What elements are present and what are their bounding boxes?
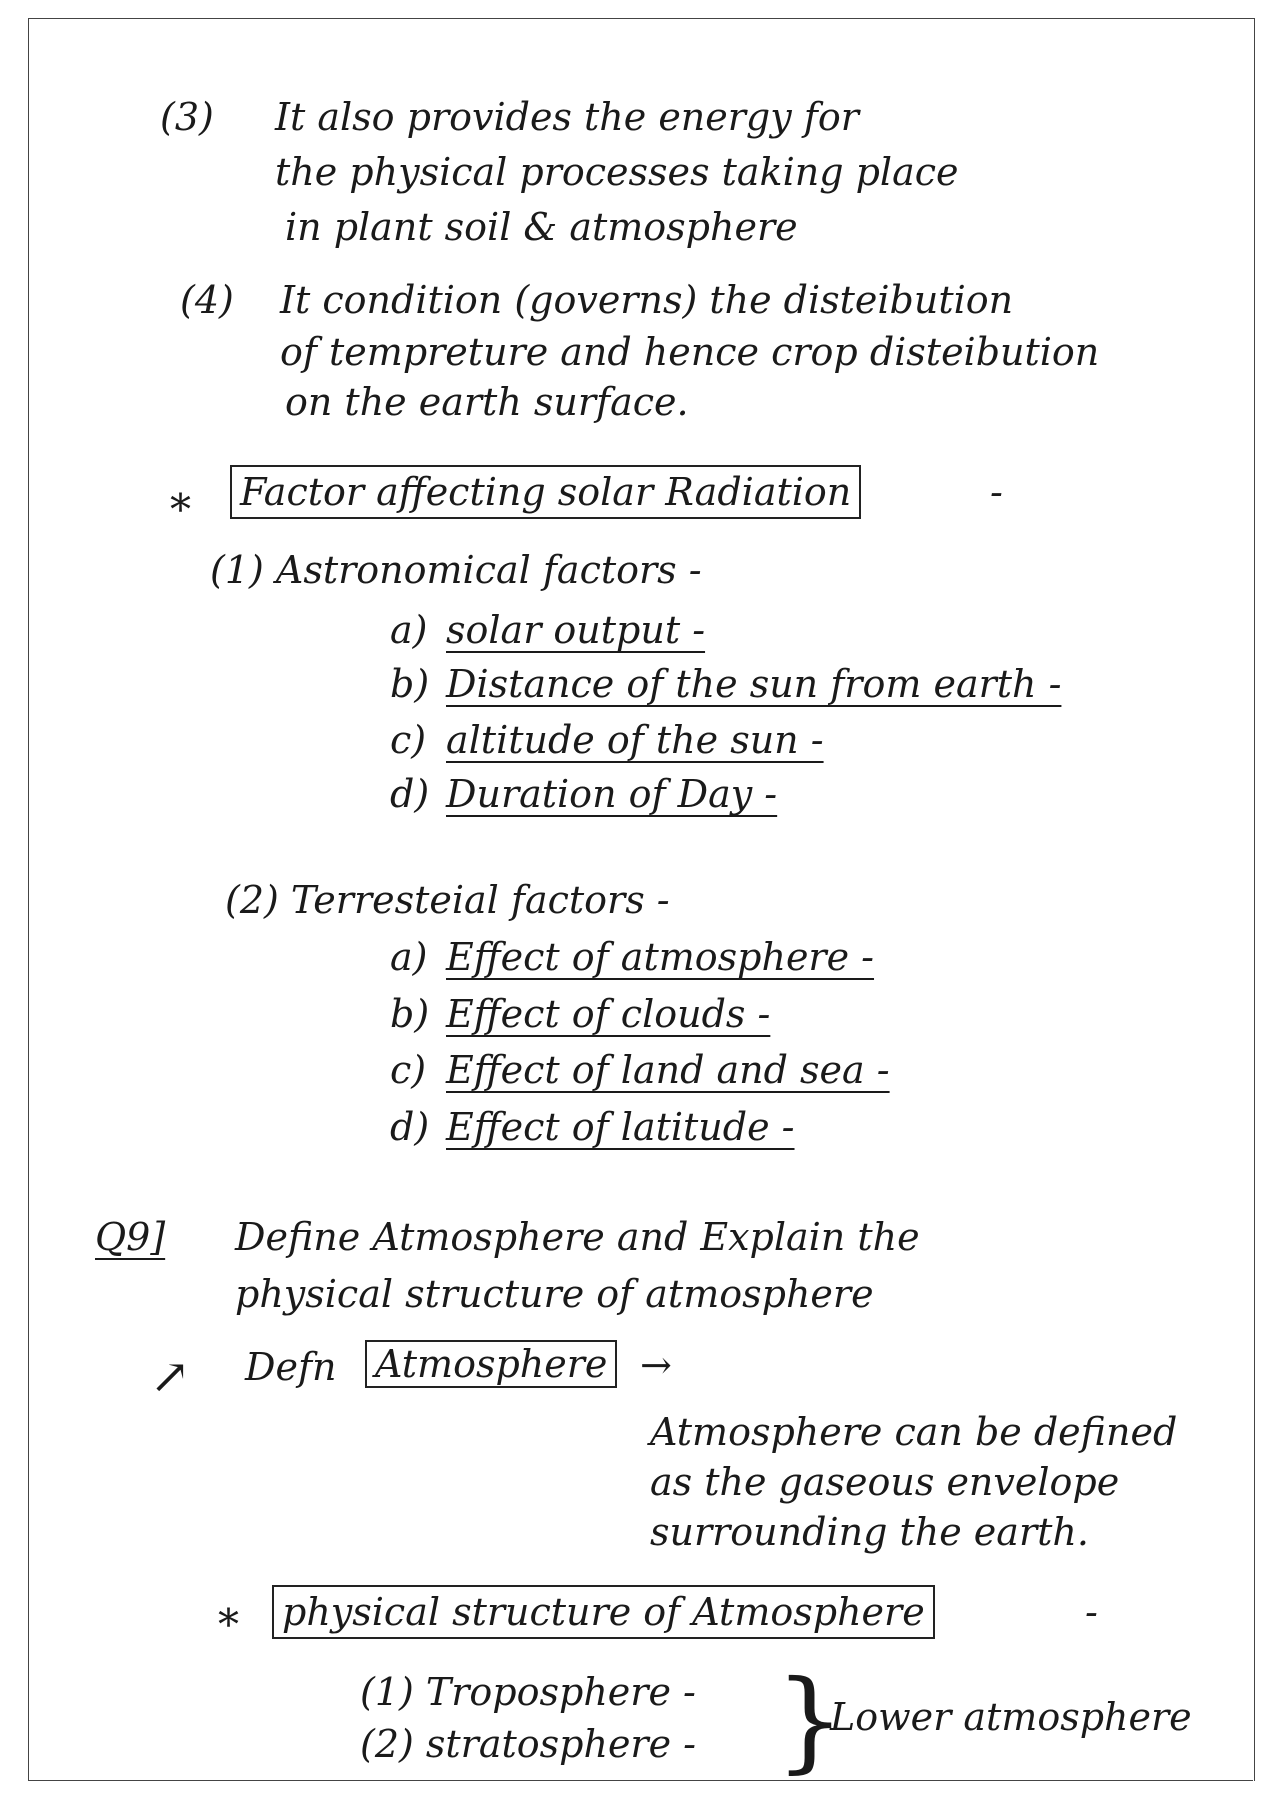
defn-line-2: as the gaseous envelope	[650, 1460, 1120, 1504]
astro-label: (1) Astronomical factors -	[210, 548, 702, 592]
factor-heading: Factor affecting solar Radiation	[240, 470, 852, 514]
structure-bullet: *	[218, 1600, 239, 1649]
para3-line-3: in plant soil & atmosphere	[285, 205, 798, 249]
page-border-bottom	[28, 1780, 1253, 1781]
structure-brace-icon: }	[775, 1656, 845, 1784]
terr-item-d: d) Effect of latitude -	[390, 1105, 795, 1149]
q9-line-1: Define Atmosphere and Explain the	[235, 1215, 920, 1259]
defn-arrow2-icon: →	[640, 1343, 672, 1387]
para3-number: (3)	[160, 95, 214, 139]
para3-line-1: It also provides the energy for	[275, 95, 859, 139]
factor-bullet: *	[170, 485, 191, 534]
factor-heading-box	[230, 465, 861, 519]
q9-label: Q9]	[95, 1215, 166, 1259]
astro-item-a: a) solar output -	[390, 608, 706, 652]
structure-item-2: (2) stratosphere -	[360, 1722, 697, 1766]
structure-item-1: (1) Troposphere -	[360, 1670, 696, 1714]
defn-line-1: Atmosphere can be defined	[650, 1410, 1178, 1454]
astro-item-d: d) Duration of Day -	[390, 772, 778, 816]
defn-arrow-icon: ↗	[150, 1349, 191, 1405]
para4-line-3: on the earth surface.	[285, 380, 689, 424]
astro-item-c: c) altitude of the sun -	[390, 718, 824, 762]
astro-item-b: b) Distance of the sun from earth -	[390, 662, 1062, 706]
terr-label: (2) Terresteial factors -	[225, 878, 670, 922]
terr-item-b: b) Effect of clouds -	[390, 992, 771, 1036]
defn-line-3: surrounding the earth.	[650, 1510, 1089, 1554]
para4-line-1: It condition (governs) the disteibution	[280, 278, 1014, 322]
structure-heading-dash: -	[1085, 1590, 1098, 1634]
defn-term-box	[365, 1340, 617, 1388]
para4-number: (4)	[180, 278, 234, 322]
structure-group-label: Lower atmosphere	[830, 1695, 1192, 1739]
para4-line-2: of tempreture and hence crop disteibution	[280, 330, 1100, 374]
structure-heading: physical structure of Atmosphere	[282, 1590, 925, 1634]
defn-prefix: Defn	[245, 1345, 337, 1389]
factor-heading-dash: -	[990, 470, 1003, 514]
terr-item-c: c) Effect of land and sea -	[390, 1048, 890, 1092]
q9-line-2: physical structure of atmosphere	[235, 1272, 874, 1316]
structure-heading-box	[272, 1585, 935, 1639]
para3-line-2: the physical processes taking place	[275, 150, 959, 194]
defn-term: Atmosphere	[375, 1342, 608, 1386]
terr-item-a: a) Effect of atmosphere -	[390, 935, 875, 979]
